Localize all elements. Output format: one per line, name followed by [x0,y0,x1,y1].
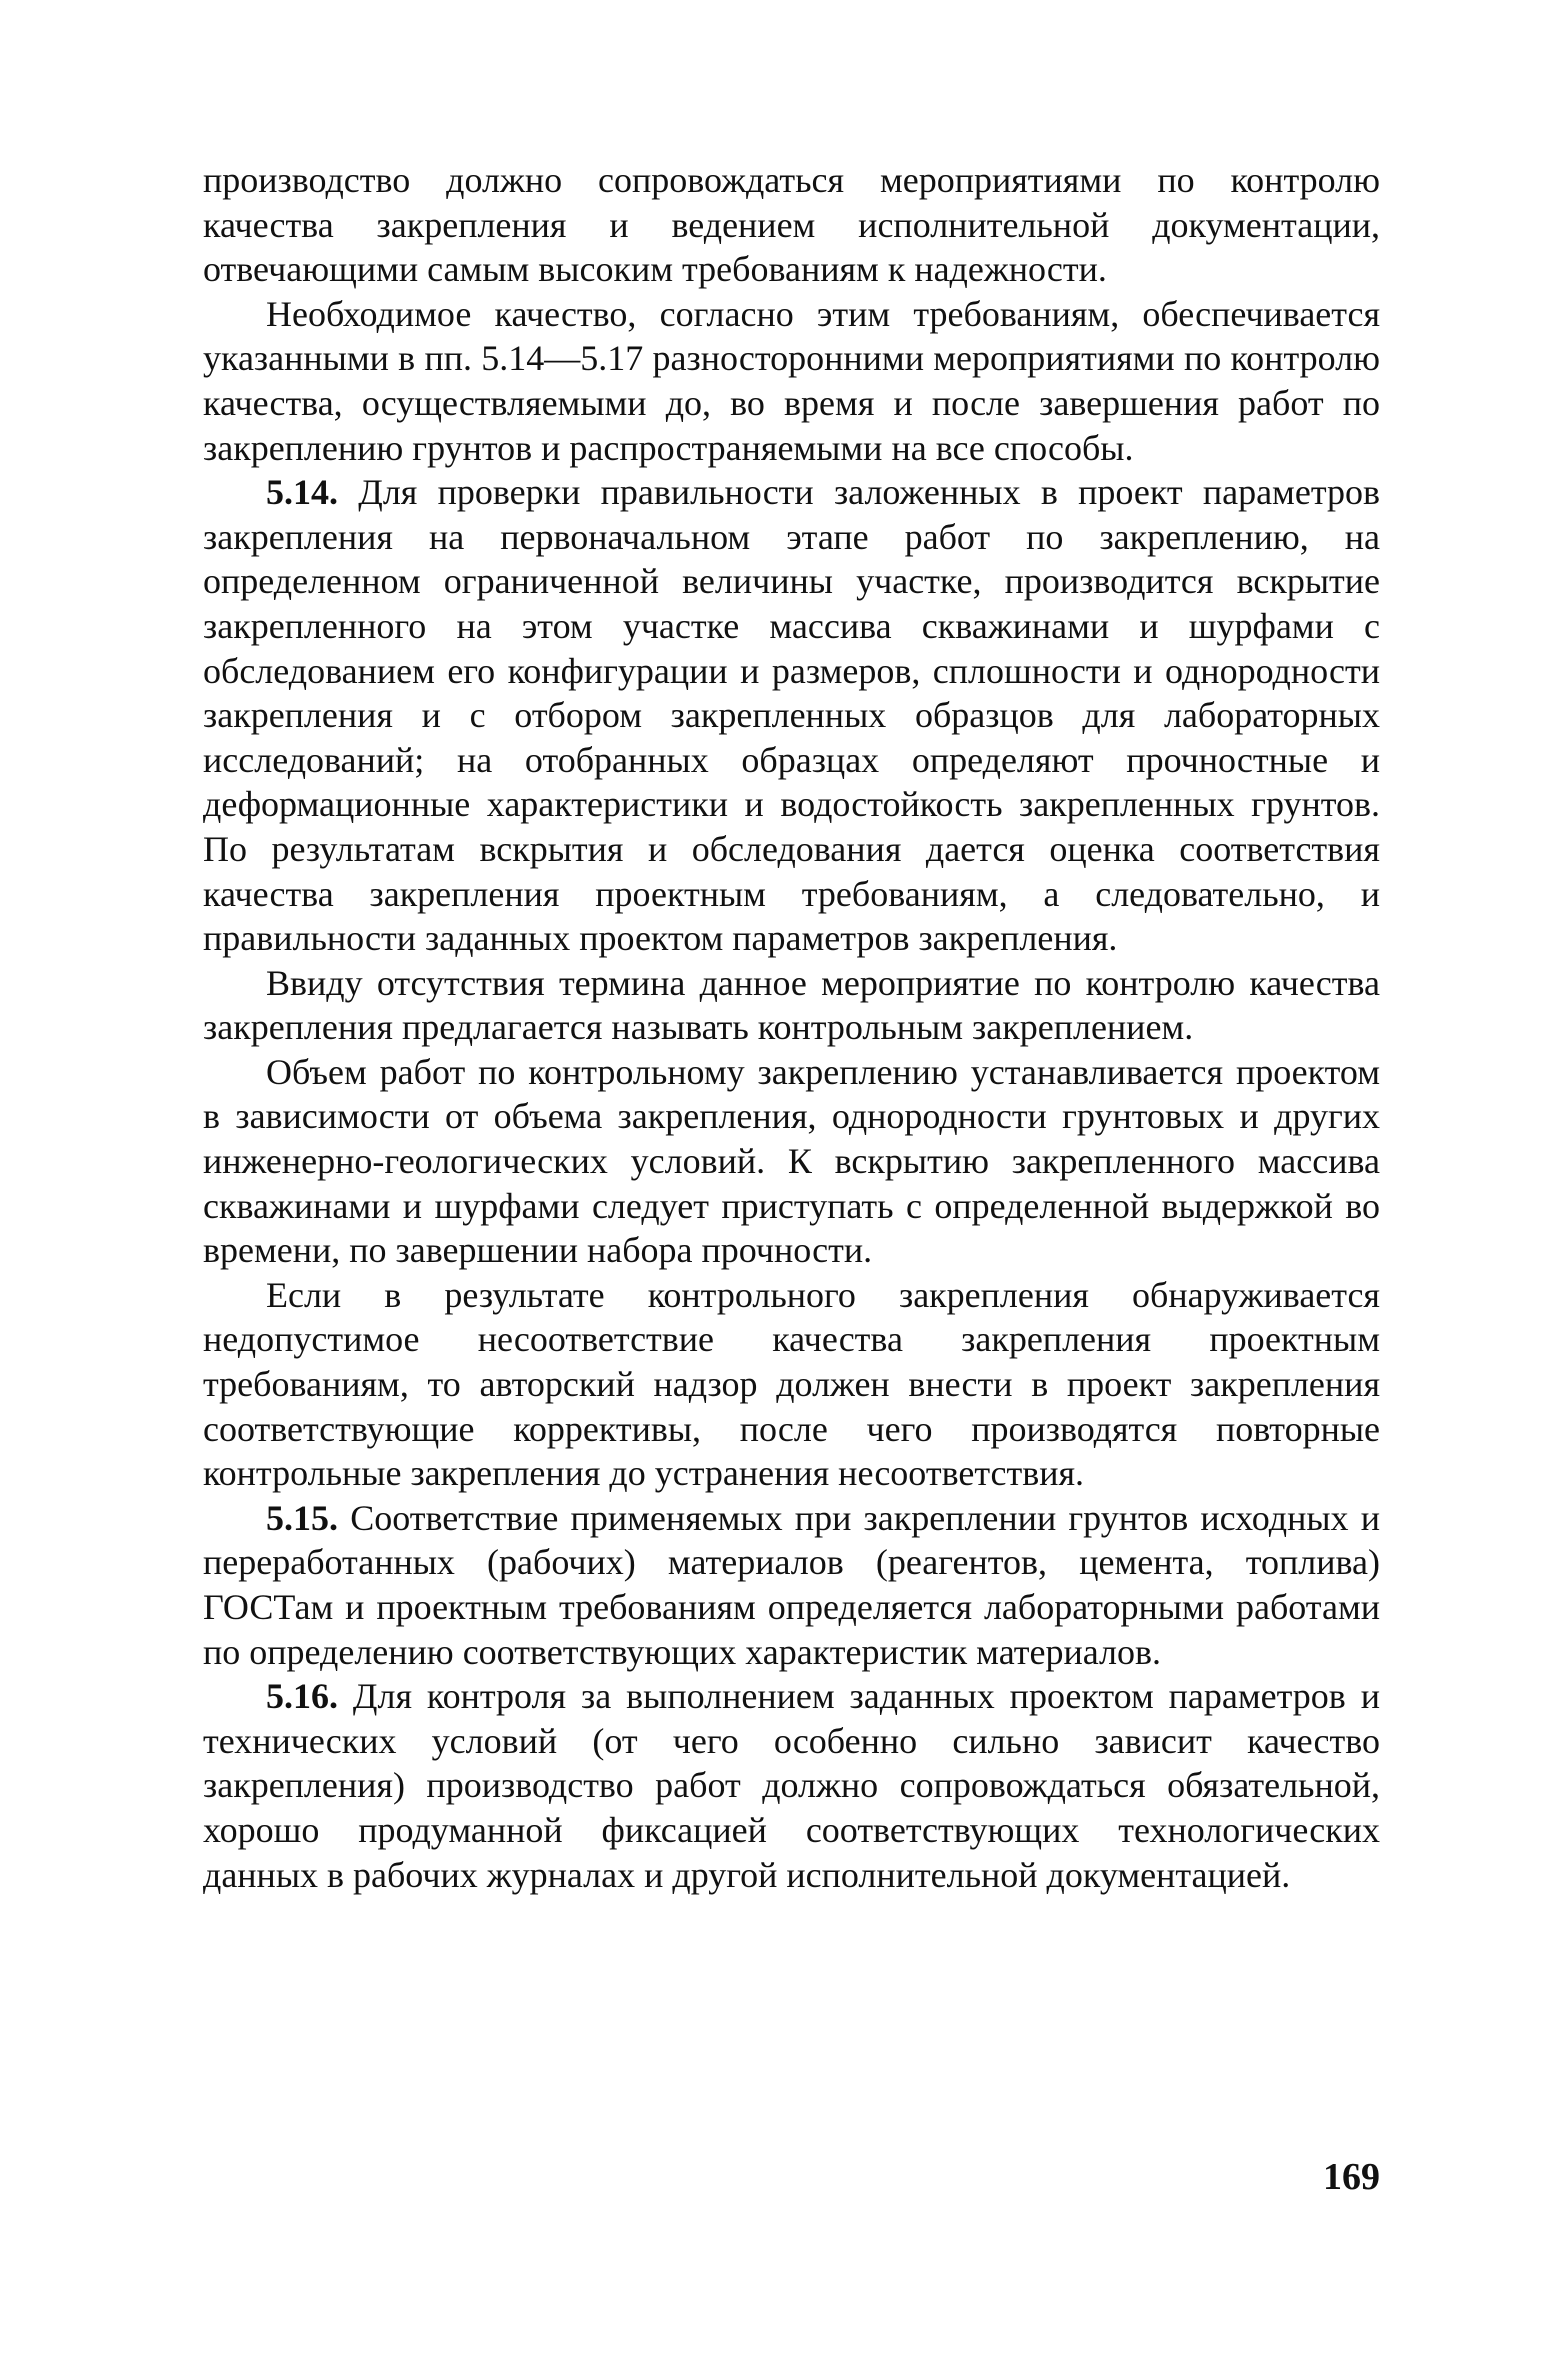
clause-text-5-14: Для проверки правильности заложенных в проект параметров закрепления на первоначальном этапе работ по закреплению, на определенном ограниченной величины участке, производится вскрытие закрепленного на этом участке массива скважинами и шурфами с обследованием его конфигурации и размеров, сплошности и однородности закрепления и с отбором закрепленных образцов для лабораторных исследований; на отобранных образцах определяют прочностные и деформационные характеристики и водостойкость закрепленных грунтов. По результатам вскрытия и обследования дается оценка соответствия качества закрепления проектным требованиям, а следовательно, и правильности заданных проектом параметров закрепления. [203,472,1380,959]
paragraph-quality-requirements: Необходимое качество, согласно этим требованиям, обеспечивается указанными в пп. 5.14—5.17 разносторонними мероприятиями по контролю качества, осуществляемыми до, во время и после завершения работ по закреплению грунтов и распространяемыми на все способы. [203,293,1380,468]
paragraph-continuation: производство должно сопровождаться мероприятиями по контролю качества закрепления и ведением исполнительной документации, отвечающими самым высоким требованиям к надежности. [203,160,1380,290]
clause-number-5-15: 5.15. [266,1497,338,1538]
paragraph-5-15 [203,1496,1380,1674]
paragraph-control-fixing-volume: Объем работ по контрольному закреплению устанавливается проектом в зависимости от объема закрепления, однородности грунтовых и других инженерно-геологических условий. К вскрытию закрепленного массива скважинами и шурфами следует приступать с определенной выдержкой во времени, по завершении набора прочности. [203,1051,1380,1271]
clause-number-5-16: 5.16. [266,1676,338,1717]
page-number: 169 [1323,2156,1380,2198]
paragraph-nonconformity: Если в результате контрольного закрепления обнаруживается недопустимое несоответствие качества закрепления проектным требованиям, то авторский надзор должен внести в проект закрепления соответствующие коррективы, после чего производятся повторные контрольные закрепления до устранения несоответствия. [203,1274,1380,1494]
paragraph-control-fixing-term: Ввиду отсутствия термина данное мероприятие по контролю качества закрепления предлагается называть контрольным закреплением. [203,962,1380,1048]
document-page [203,158,1380,2238]
clause-text-5-16: Для контроля за выполнением заданных проектом параметров и технических условий (от чего особенно сильно зависит качество закрепления) производство работ должно сопровождаться обязательной, хорошо продуманной фиксацией соответствующих технологических данных в рабочих журналах и другой исполнительной документацией. [203,1676,1380,1895]
clause-number-5-14: 5.14. [266,472,338,513]
paragraph-5-14 [203,470,1380,961]
paragraph-5-16 [203,1674,1380,1897]
clause-text-5-15: Соответствие применяемых при закреплении грунтов исходных и переработанных (рабочих) материалов (реагентов, цемента, топлива) ГОСТам и проектным требованиям определяется лабораторными работами по определению соответствующих характеристик материалов. [203,1497,1380,1672]
